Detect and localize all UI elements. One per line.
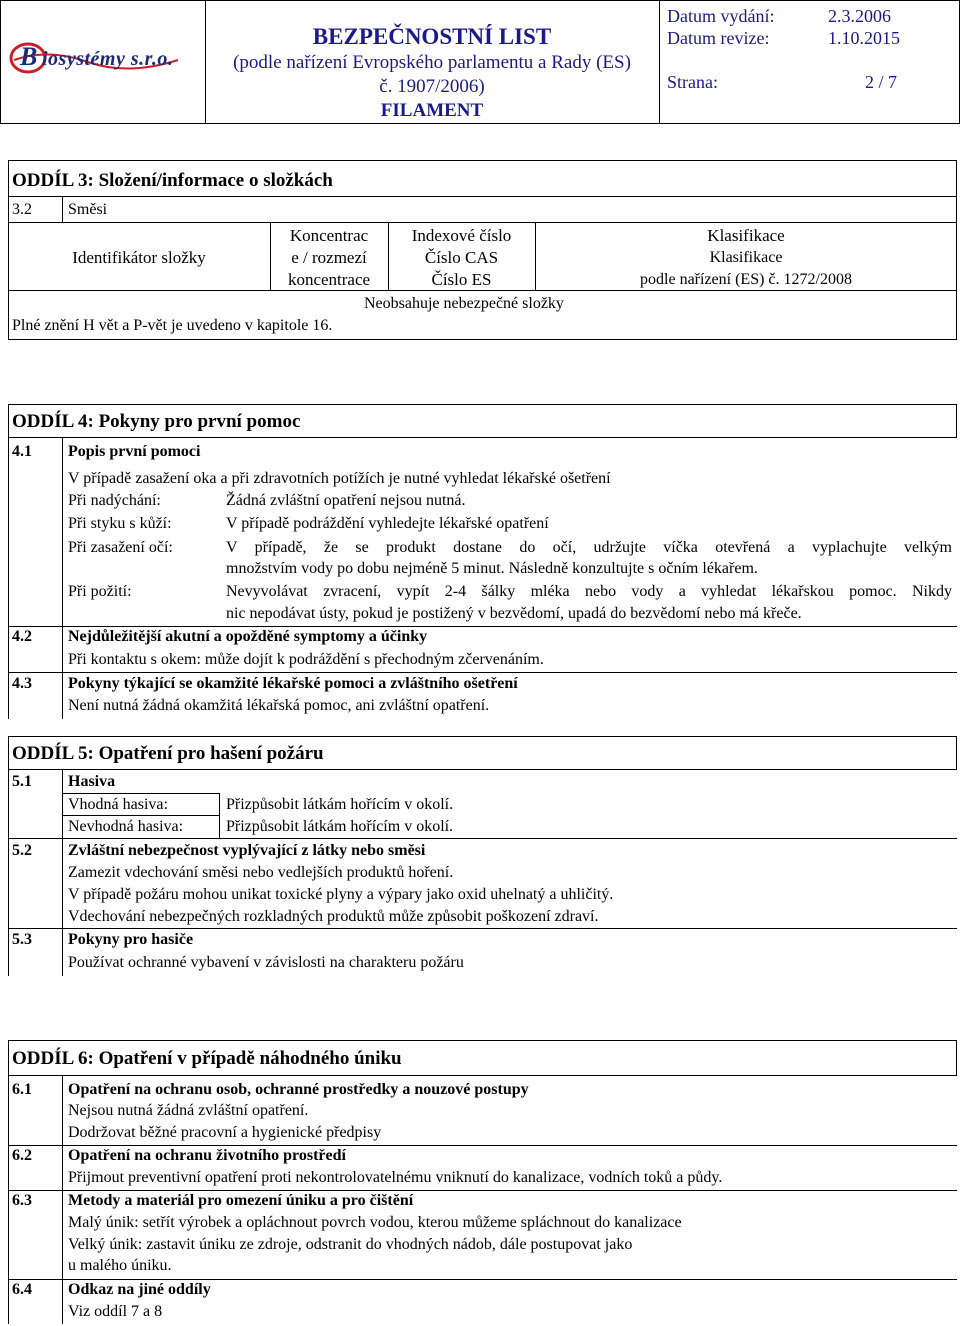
sub-5-3-text: Používat ochranné vybavení v závislosti na charakteru požáru [68, 954, 464, 971]
unsuitable-media-label: Nevhodná hasiva: [68, 818, 184, 835]
section-5-rule-53 [8, 928, 957, 929]
sub-4-3-text: Není nutná žádná okamžitá lékařská pomoc, ani zvláštní opatření. [68, 697, 490, 714]
col-concentration-l2: e / rozmezí [291, 248, 367, 267]
col-es-number: Číslo ES [431, 270, 492, 289]
sub-6-2-number: 6.2 [12, 1147, 32, 1164]
first-aid-intro: V případě zasažení oka a při zdravotních potížích je nutné vyhledat lékařské ošetření [68, 470, 611, 487]
issue-date-value: 2.3.2006 [828, 6, 891, 26]
sub-6-3-text-1: Malý únik: setřít výrobek a opláchnout povrch vodou, kterou můžeme spláchnout do kanalizace [68, 1214, 682, 1231]
sub-4-3-number: 4.3 [12, 675, 32, 692]
table-header-rule [8, 290, 957, 291]
inhalation-label: Při nadýchání: [68, 492, 161, 509]
unsuitable-media-text: Přizpůsobit látkám hořícím v okolí. [226, 818, 454, 835]
extinguishing-table-mid [62, 815, 220, 816]
revision-date-label: Datum revize: [667, 28, 770, 48]
no-hazardous-components: Neobsahuje nebezpečné složky [364, 295, 564, 312]
section-6-heading: ODDÍL 6: Opatření v případě náhodného úniku [12, 1048, 402, 1069]
sub-4-2-number: 4.2 [12, 628, 32, 645]
sub-6-4-title: Odkaz na jiné oddíly [68, 1281, 211, 1298]
regulation-line-1: (podle nařízení Evropského parlamentu a Rady (ES) [233, 52, 631, 73]
sub-5-1-number: 5.1 [12, 773, 32, 790]
h-p-phrases-note: Plné znění H vět a P-vět je uvedeno v kapitole 16. [12, 317, 333, 334]
header-divider-right [659, 0, 660, 124]
section-5-heading: ODDÍL 5: Opatření pro hašení požáru [12, 743, 324, 764]
sub-3-2-number: 3.2 [12, 201, 32, 218]
sub-5-3-title: Pokyny pro hasiče [68, 931, 194, 948]
issue-date-label: Datum vydání: [667, 6, 775, 26]
logo-letter: B [20, 42, 38, 71]
sub-3-2-title: Směsi [68, 201, 108, 218]
section-5-rule-52 [8, 838, 957, 839]
sub-4-2-text: Při kontaktu s okem: může dojít k podráždění s přechodným zčervenáním. [68, 651, 544, 668]
sub-3-2-divider [62, 196, 63, 222]
col-index-number: Indexové číslo [411, 226, 512, 245]
sub-6-1-title: Opatření na ochranu osob, ochranné prostředky a nouzové postupy [68, 1081, 529, 1098]
sub-5-2-text-3: Vdechování nebezpečných rozkladných produktů může způsobit poškození zdraví. [68, 908, 599, 925]
sub-4-1-number: 4.1 [12, 443, 32, 460]
sub-5-3-number: 5.3 [12, 931, 32, 948]
sub-6-3-number: 6.3 [12, 1192, 32, 1209]
eye-text-line-2: množstvím vody po dobu nejméně 5 minut. Následně konzultujte s očním lékařem. [226, 560, 758, 577]
section-3-divider [8, 196, 957, 197]
col-classification-l3: podle nařízení (ES) č. 1272/2008 [640, 271, 852, 288]
col-identifier: Identifikátor složky [72, 248, 206, 267]
ingestion-text-line-2: nic nepodávat ústy, pokud je postižený v bezvědomí, upadá do bezvědomí nebo má křeče. [226, 605, 802, 622]
ingestion-text-line-1: Nevyvolávat zvracení, vypít 2-4 šálky mléka nebo vody a vyhledat lékařskou pomoc. Nikdy [226, 583, 952, 600]
page-label: Strana: [667, 72, 718, 92]
col-classification-l1: Klasifikace [707, 226, 785, 245]
table-top-rule [8, 222, 957, 223]
revision-date-value: 1.10.2015 [828, 28, 900, 48]
sub-6-4-text: Viz oddíl 7 a 8 [68, 1303, 163, 1320]
sub-6-2-title: Opatření na ochranu životního prostředí [68, 1147, 346, 1164]
section-6-number-divider [62, 1076, 63, 1324]
section-3-heading: ODDÍL 3: Složení/informace o složkách [12, 170, 333, 191]
col-concentration-l3: koncentrace [287, 270, 371, 289]
eye-text-line-1: V případě, že se produkt dostane do očí, udržujte víčka otevřená a vyplachujte velkým [226, 539, 952, 556]
sub-6-2-text: Přijmout preventivní opatření proti nekontrolovatelnému vniknutí do kanalizace, vodních toků a půdy. [68, 1169, 723, 1186]
section-4-heading: ODDÍL 4: Pokyny pro první pomoc [12, 411, 301, 432]
skin-label: Při styku s kůží: [68, 515, 172, 532]
sub-6-3-text-3: u malého úniku. [68, 1257, 172, 1274]
suitable-media-text: Přizpůsobit látkám hořícím v okolí. [226, 796, 454, 813]
section-4-rule-43 [8, 672, 957, 673]
product-name: FILAMENT [380, 100, 484, 121]
sub-4-3-title: Pokyny týkající se okamžité lékařské pomoci a zvláštního ošetření [68, 675, 518, 692]
eye-label: Při zasažení očí: [68, 539, 173, 556]
regulation-line-2: č. 1907/2006) [379, 76, 485, 97]
sub-4-1-title: Popis první pomoci [68, 443, 201, 460]
sub-6-4-number: 6.4 [12, 1281, 32, 1298]
sub-6-3-title: Metody a materiál pro omezení úniku a pro čištění [68, 1192, 414, 1209]
sub-6-1-text-1: Nejsou nutná žádná zvláštní opatření. [68, 1102, 309, 1119]
section-4-left-rule [8, 438, 9, 719]
section-6-left-rule [8, 1076, 9, 1324]
logo-text: iosystémy s.r.o. [42, 48, 174, 70]
sub-5-2-text-2: V případě požáru mohou unikat toxické plyny a výpary jako oxid uhelnatý a uhličitý. [68, 886, 614, 903]
sub-6-1-number: 6.1 [12, 1081, 32, 1098]
skin-text: V případě podráždění vyhledejte lékařské opatření [226, 515, 549, 532]
sub-6-3-text-2: Velký únik: zastavit úniku ze zdroje, odstranit do vhodných nádob, dále postupovat jako [68, 1236, 633, 1253]
company-logo [8, 38, 198, 82]
sub-5-2-title: Zvláštní nebezpečnost vyplývající z látky nebo směsi [68, 842, 426, 859]
sub-5-1-title: Hasiva [68, 773, 116, 790]
document-title: BEZPEČNOSTNÍ LIST [312, 24, 552, 49]
col-concentration-l1: Koncentrac [289, 226, 369, 245]
sub-6-1-text-2: Dodržovat běžné pracovní a hygienické předpisy [68, 1124, 382, 1141]
sub-4-2-title: Nejdůležitější akutní a opožděné symptomy a účinky [68, 628, 428, 645]
section-5-left-rule [8, 770, 9, 976]
col-classification-l2: Klasifikace [709, 249, 783, 266]
inhalation-text: Žádná zvláštní opatření nejsou nutná. [226, 492, 466, 509]
page-number: 2 / 7 [865, 72, 898, 92]
sub-5-2-number: 5.2 [12, 842, 32, 859]
ingestion-label: Při požití: [68, 583, 132, 600]
suitable-media-label: Vhodná hasiva: [68, 796, 168, 813]
section-4-number-divider [62, 438, 63, 719]
sub-5-2-text-1: Zamezit vdechování směsi nebo vedlejších produktů hoření. [68, 864, 454, 881]
col-cas-number: Číslo CAS [424, 248, 499, 267]
